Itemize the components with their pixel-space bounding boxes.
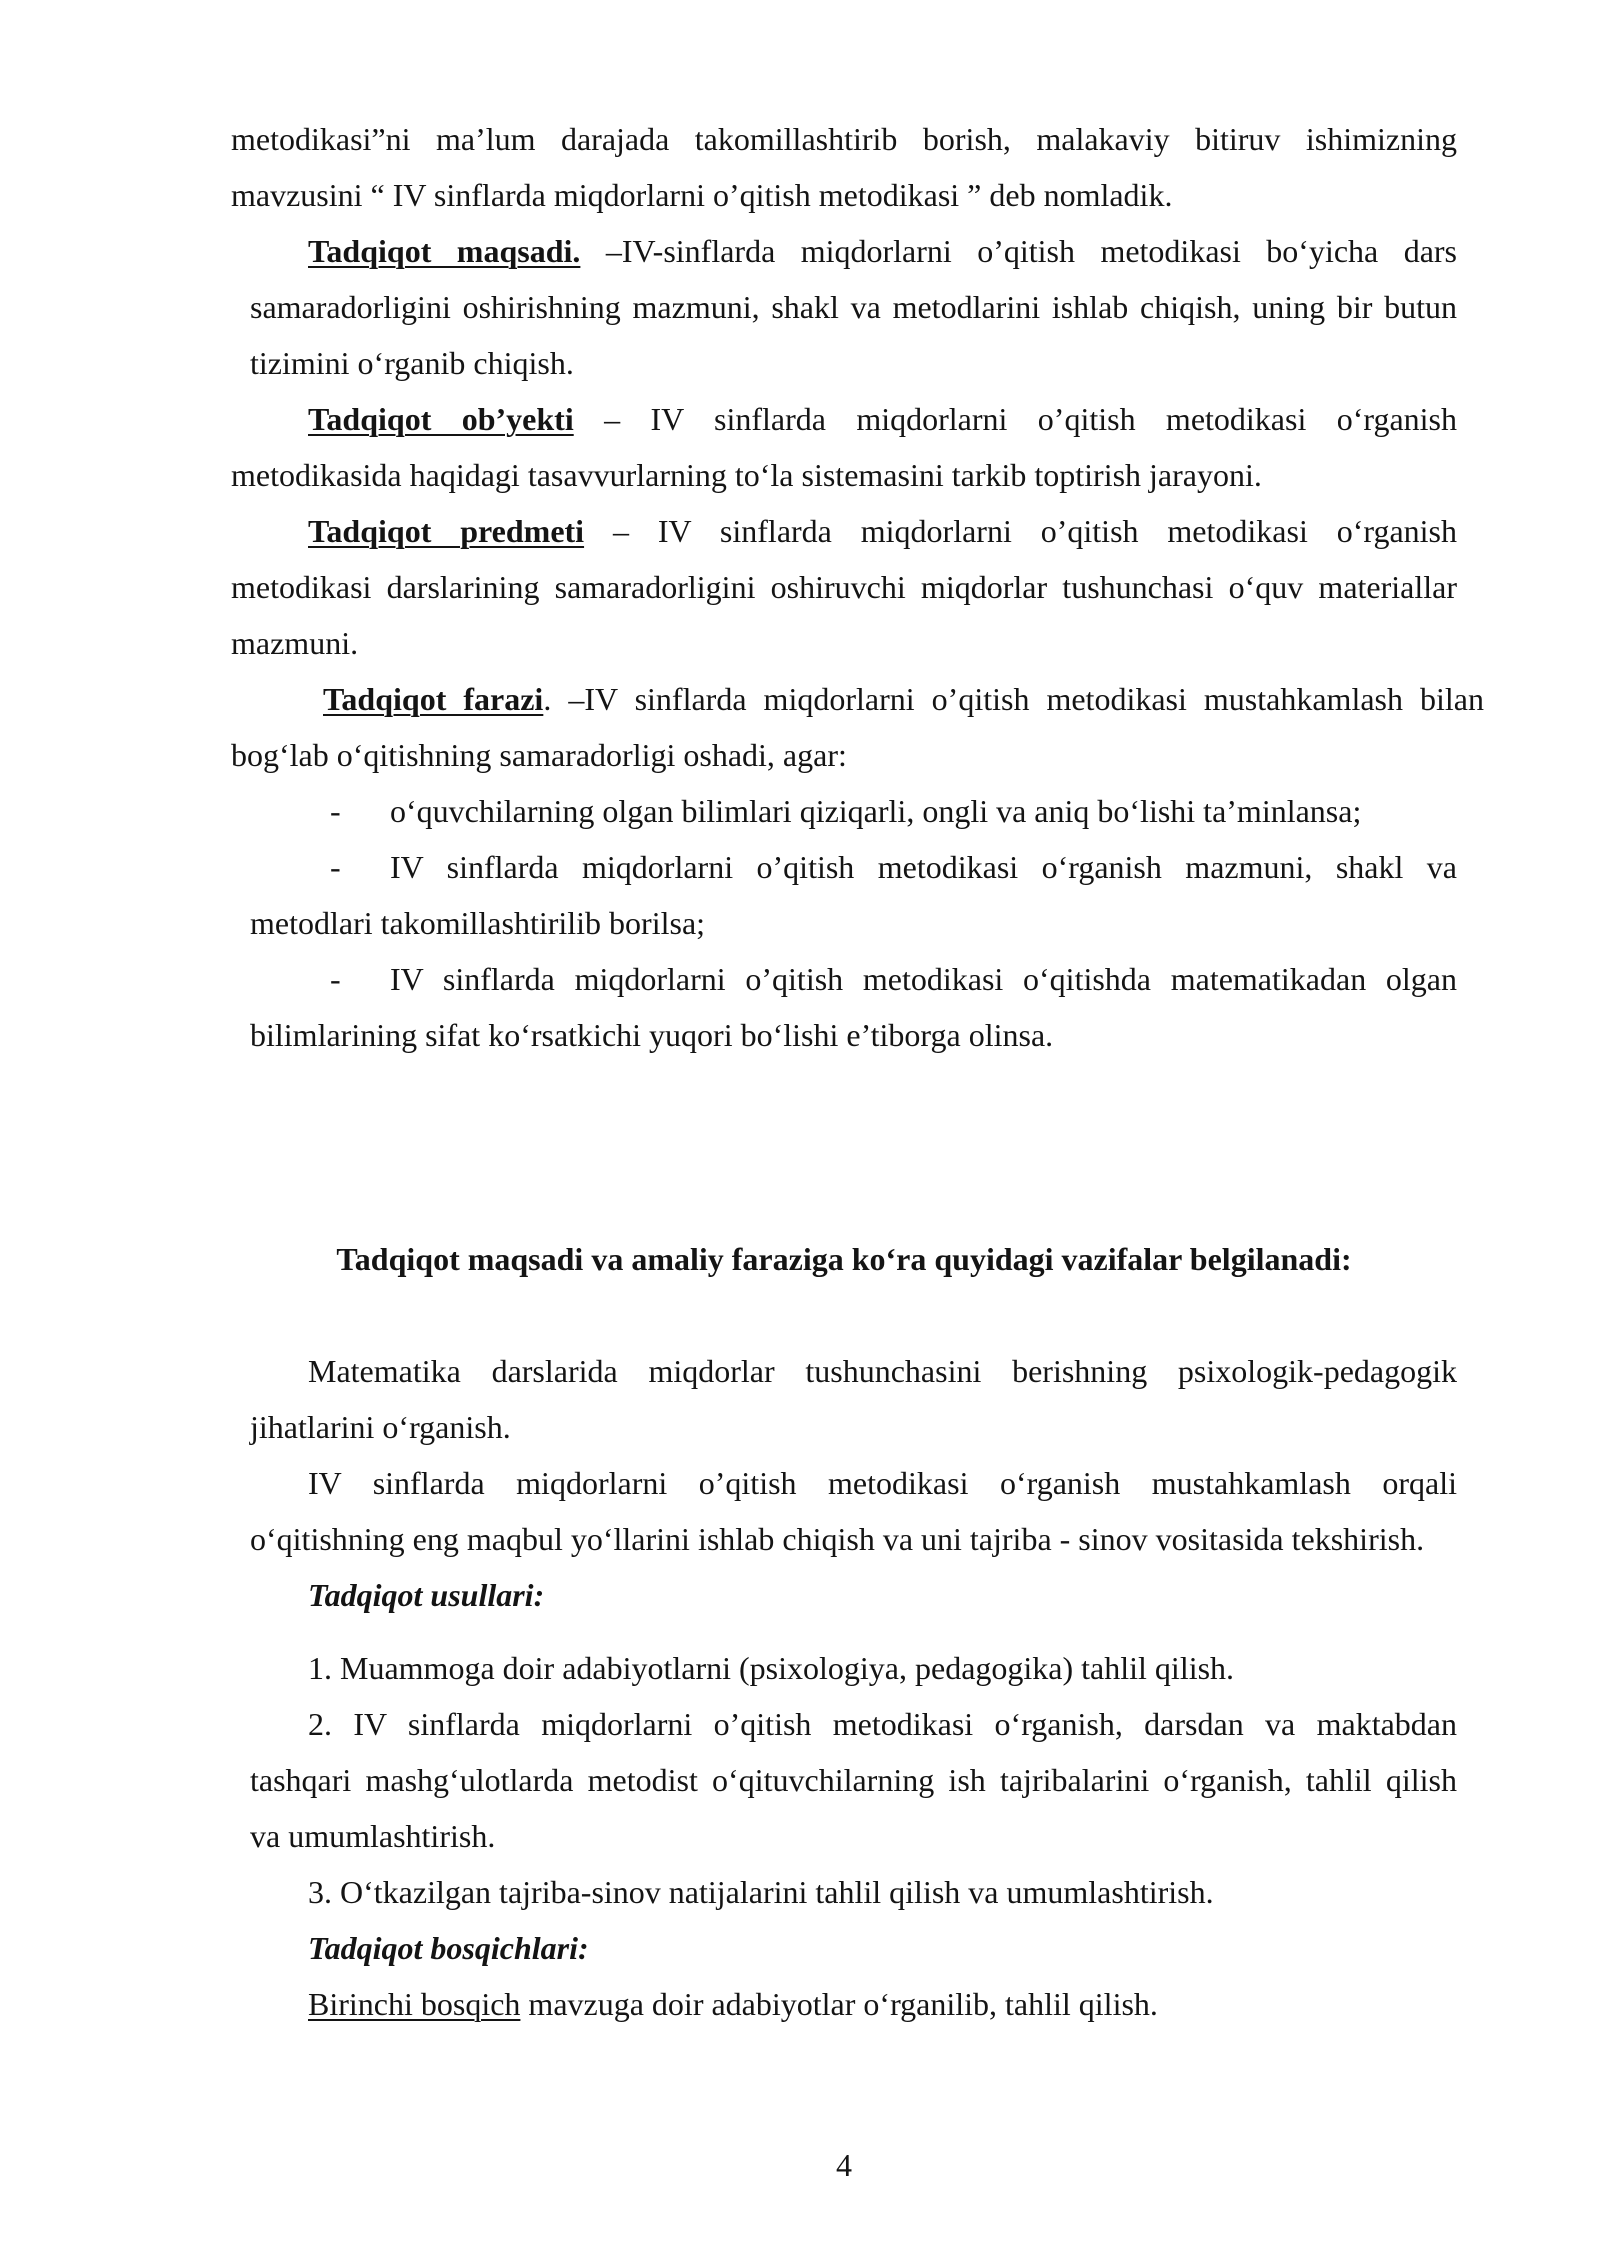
stage-text: mavzuga doir adabiyotlar o‘rganilib, tahlil qilish. (520, 1986, 1158, 2022)
subject-label: Tadqiqot predmeti (308, 513, 585, 549)
object-label: Tadqiqot ob’yekti (308, 401, 574, 437)
method-text-line: 1. Muammoga doir adabiyotlarni (psixologiya, pedagogika) tahlil qilish. (308, 1650, 1235, 1686)
object-text: – IV sinflarda miqdorlarni o’qitish metodikasi o‘rganish (573, 401, 1458, 437)
stage-label: Birinchi bosqich (308, 1986, 521, 2022)
method-text-line: 2. IV sinflarda miqdorlarni o’qitish metodikasi o‘rganish, darsdan va maktabdan (308, 1706, 1457, 1742)
stage-line (308, 1976, 1457, 2032)
hypothesis-label: Tadqiqot farazi (323, 681, 544, 717)
condition-text-line: metodlari takomillashtirilib borilsa; (250, 905, 706, 941)
condition-bullet: - (330, 961, 341, 997)
subject-text-line: metodikasi darslarining samaradorligini oshiruvchi miqdorlar tushunchasi o‘quv materiallar (231, 569, 1457, 605)
subject-paragraph-first-line (308, 503, 1457, 559)
tasks-heading: Tadqiqot maqsadi va amaliy faraziga ko‘ra quyidagi vazifalar belgilanadi: (336, 1241, 1352, 1277)
method-text-line: 3. O‘tkazilgan tajriba-sinov natijalarini tahlil qilish va umumlashtirish. (308, 1874, 1214, 1910)
condition-bullet: - (330, 849, 341, 885)
subject-text: – IV sinflarda miqdorlarni o’qitish metodikasi o‘rganish (584, 513, 1457, 549)
intro-line: metodikasi”ni ma’lum darajada takomillashtirib borish, malakaviy bitiruv ishimizning (231, 121, 1457, 157)
condition-bullet: - (330, 793, 341, 829)
goal-paragraph-first-line (308, 223, 1457, 279)
subject-text-line: mazmuni. (231, 625, 359, 661)
hypothesis-text: . –IV sinflarda miqdorlarni o’qitish metodikasi mustahkamlash bilan (543, 681, 1485, 717)
task-text-line: o‘qitishning eng maqbul yo‘llarini ishlab chiqish va uni tajriba - sinov vositasida tekshirish. (250, 1521, 1425, 1557)
hypothesis-paragraph-first-line (323, 671, 1484, 727)
goal-text: –IV-sinflarda miqdorlarni o’qitish metodikasi bo‘yicha dars (580, 233, 1458, 269)
method-text-line: va umumlashtirish. (250, 1818, 496, 1854)
condition-text-line: IV sinflarda miqdorlarni o’qitish metodikasi o‘qitishda matematikadan olgan (390, 961, 1457, 997)
intro-line: mavzusini “ IV sinflarda miqdorlarni o’qitish metodikasi ” deb nomladik. (231, 177, 1173, 213)
object-text-line: metodikasida haqidagi tasavvurlarning to‘la sistemasini tarkib toptirish jarayoni. (231, 457, 1262, 493)
task-text-line: Matematika darslarida miqdorlar tushunchasini berishning psixologik-pedagogik (308, 1353, 1457, 1389)
condition-text-line: IV sinflarda miqdorlarni o’qitish metodikasi o‘rganish mazmuni, shakl va (390, 849, 1457, 885)
task-text-line: jihatlarini o‘rganish. (250, 1409, 511, 1445)
stages-heading: Tadqiqot bosqichlari: (308, 1930, 589, 1966)
condition-text-line: bilimlarining sifat ko‘rsatkichi yuqori bo‘lishi e’tiborga olinsa. (250, 1017, 1054, 1053)
hypothesis-text-line: bog‘lab o‘qitishning samaradorligi oshadi, agar: (231, 737, 847, 773)
goal-text-line: samaradorligini oshirishning mazmuni, shakl va metodlarini ishlab chiqish, uning bir butun (250, 289, 1457, 325)
condition-text-line: o‘quvchilarning olgan bilimlari qiziqarli, ongli va aniq bo‘lishi ta’minlansa; (390, 793, 1362, 829)
goal-label: Tadqiqot maqsadi. (308, 233, 581, 269)
goal-text-line: tizimini o‘rganib chiqish. (250, 345, 574, 381)
method-text-line: tashqari mashg‘ulotlarda metodist o‘qituvchilarning ish tajribalarini o‘rganish, tahlil qilish (250, 1762, 1457, 1798)
page-number: 4 (836, 2147, 852, 2183)
task-text-line: IV sinflarda miqdorlarni o’qitish metodikasi o‘rganish mustahkamlash orqali (308, 1465, 1457, 1501)
methods-heading: Tadqiqot usullari: (308, 1577, 545, 1613)
object-paragraph-first-line (308, 391, 1457, 447)
